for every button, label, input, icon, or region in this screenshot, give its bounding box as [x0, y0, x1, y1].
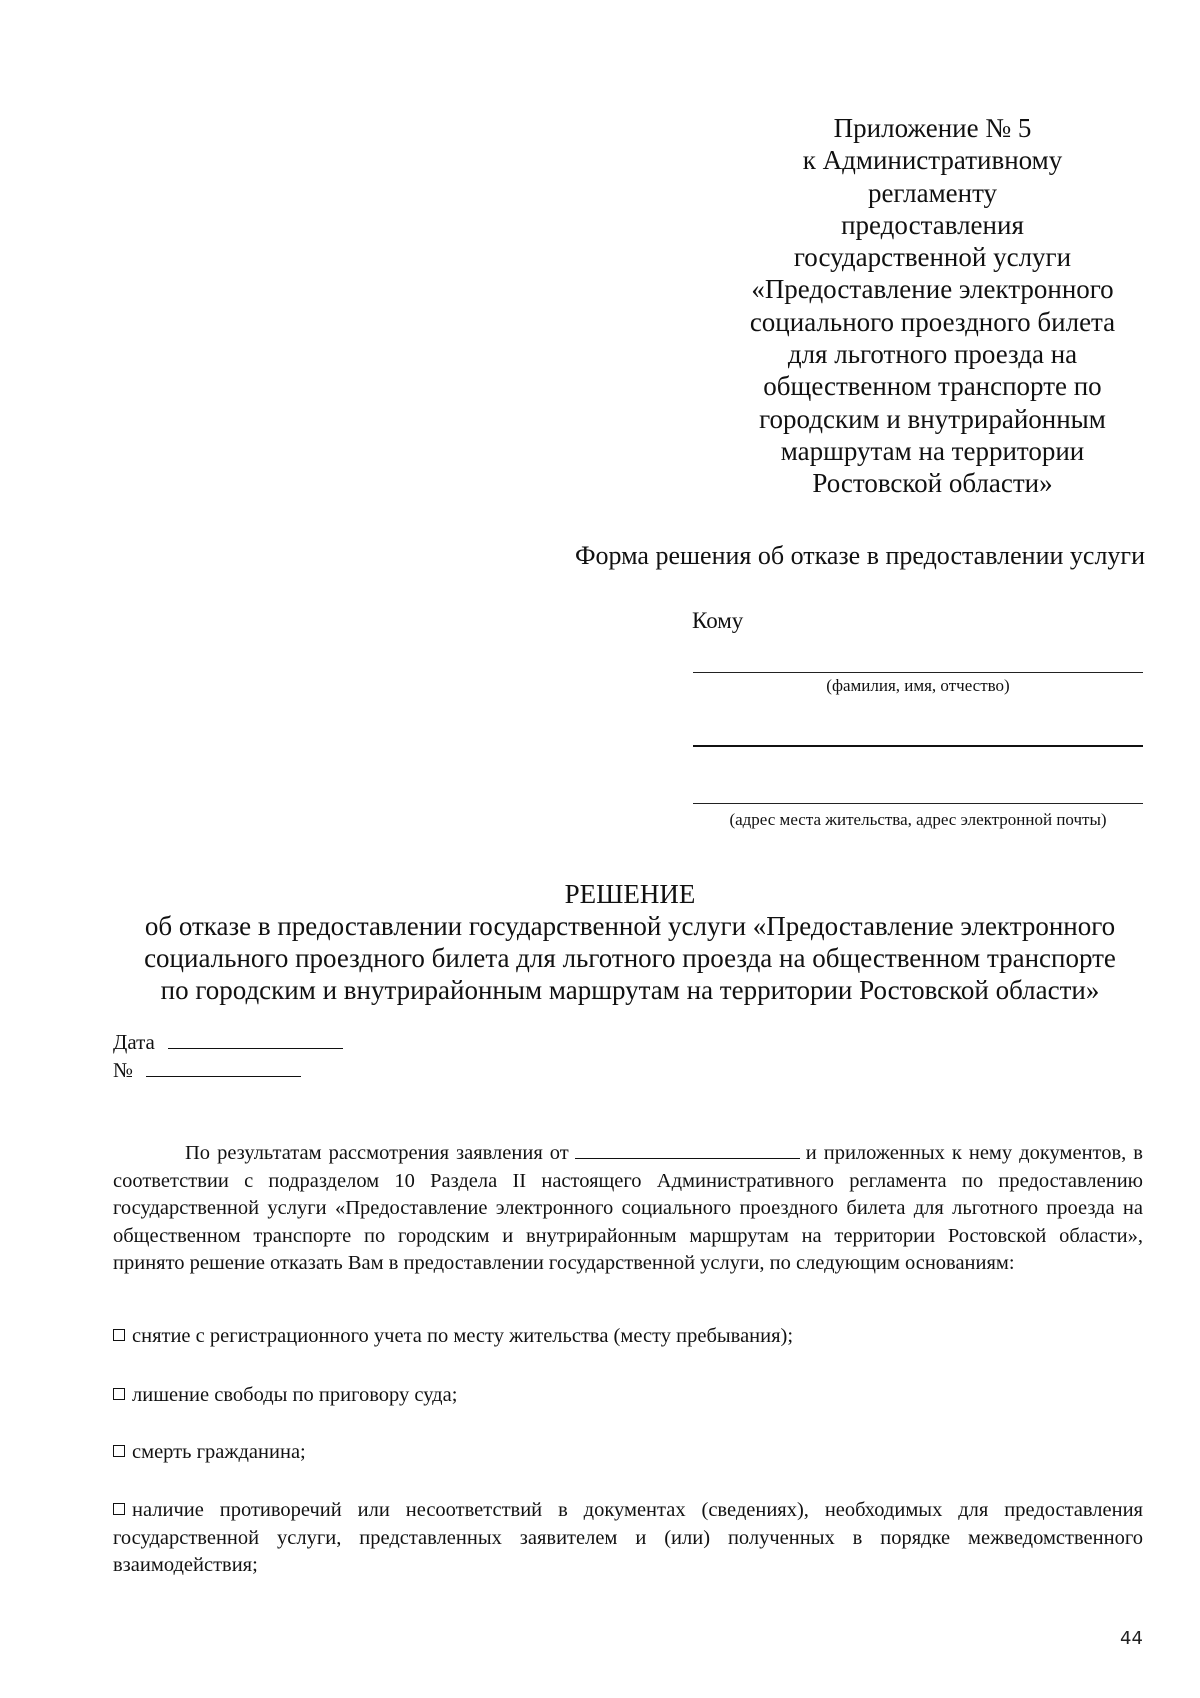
- number-blank: [146, 1058, 301, 1077]
- reason-text: смерть гражданина;: [132, 1441, 306, 1463]
- appendix-line: государственной услуги: [793, 242, 1072, 273]
- appendix-line: городским и внутрирайонным: [759, 403, 1106, 434]
- date-row: [113, 1030, 343, 1055]
- recipient-address-line-2: [693, 803, 1143, 804]
- number-row: [113, 1058, 301, 1083]
- appendix-line: социального проездного билета: [749, 306, 1116, 337]
- checkbox-icon: [113, 1445, 125, 1457]
- reason-text: снятие с регистрационного учета по месту жительства (месту пребывания);: [132, 1325, 794, 1347]
- checkbox-icon: [113, 1503, 125, 1515]
- body-paragraph: [113, 1140, 1143, 1278]
- recipient-name-hint: (фамилия, имя, отчество): [826, 676, 1010, 695]
- recipient-name-line: [693, 672, 1143, 673]
- reason-text: лишение свободы по приговору суда;: [132, 1384, 458, 1406]
- appendix-line: регламенту: [867, 177, 998, 208]
- reason-text: наличие противоречий или несоответствий в документах (сведениях), необходимых для предоставления государственной услуги, представленных заявителем и (или) полученных в порядке межведомственного взаимодействия;: [113, 1499, 1143, 1576]
- recipient-address-line: [693, 745, 1143, 747]
- number-label: №: [113, 1058, 134, 1082]
- page-number: 44: [1120, 1628, 1143, 1649]
- reason-item: [113, 1439, 1143, 1467]
- appendix-line: Ростовской области»: [812, 468, 1053, 499]
- checkbox-icon: [113, 1329, 125, 1341]
- form-title: Форма решения об отказе в предоставлении услуги: [575, 541, 1145, 570]
- decision-subtitle-line: социального проездного билета для льготного проезда на общественном транспорте: [144, 943, 1116, 973]
- body-intro-before: По результатам рассмотрения заявления от: [185, 1142, 569, 1164]
- reason-item: [113, 1323, 1143, 1351]
- decision-subtitle-line: об отказе в предоставлении государственной услуги «Предоставление электронного: [144, 911, 1116, 941]
- decision-title: РЕШЕНИЕ: [564, 879, 696, 909]
- recipient-address-hint: (адрес места жительства, адрес электронной почты): [729, 810, 1107, 829]
- appendix-line: для льготного проезда на: [787, 339, 1078, 370]
- appendix-header: [735, 112, 1130, 500]
- appendix-line: «Предоставление электронного: [751, 274, 1114, 305]
- recipient-label: Кому: [692, 608, 744, 633]
- application-date-blank: [575, 1141, 800, 1159]
- decision-heading: [95, 878, 1165, 1006]
- body-intro-after: и приложенных к нему документов, в соответствии с подразделом 10 Раздела II настоящего Административного регламента по предоставлению государственной услуги «Предоставление электронного социального проездного билета для льготного проезда на общественном транспорте по городским и внутрирайонным маршрутам на территории Ростовской области», принято решение отказать Вам в предоставлении государственной услуги, по следующим основаниям:: [113, 1142, 1143, 1274]
- date-blank: [168, 1030, 343, 1049]
- appendix-line: Приложение № 5: [833, 113, 1032, 143]
- appendix-line: предоставления: [841, 209, 1024, 240]
- date-label: Дата: [113, 1030, 155, 1054]
- checkbox-icon: [113, 1388, 125, 1400]
- appendix-line: маршрутам на территории: [780, 435, 1085, 466]
- decision-subtitle-line: по городским и внутрирайонным маршрутам на территории Ростовской области»: [160, 975, 1100, 1005]
- appendix-line: к Административному: [802, 145, 1063, 176]
- reason-item: [113, 1382, 1143, 1410]
- appendix-line: общественном транспорте по: [763, 371, 1102, 402]
- reason-item: [113, 1497, 1143, 1580]
